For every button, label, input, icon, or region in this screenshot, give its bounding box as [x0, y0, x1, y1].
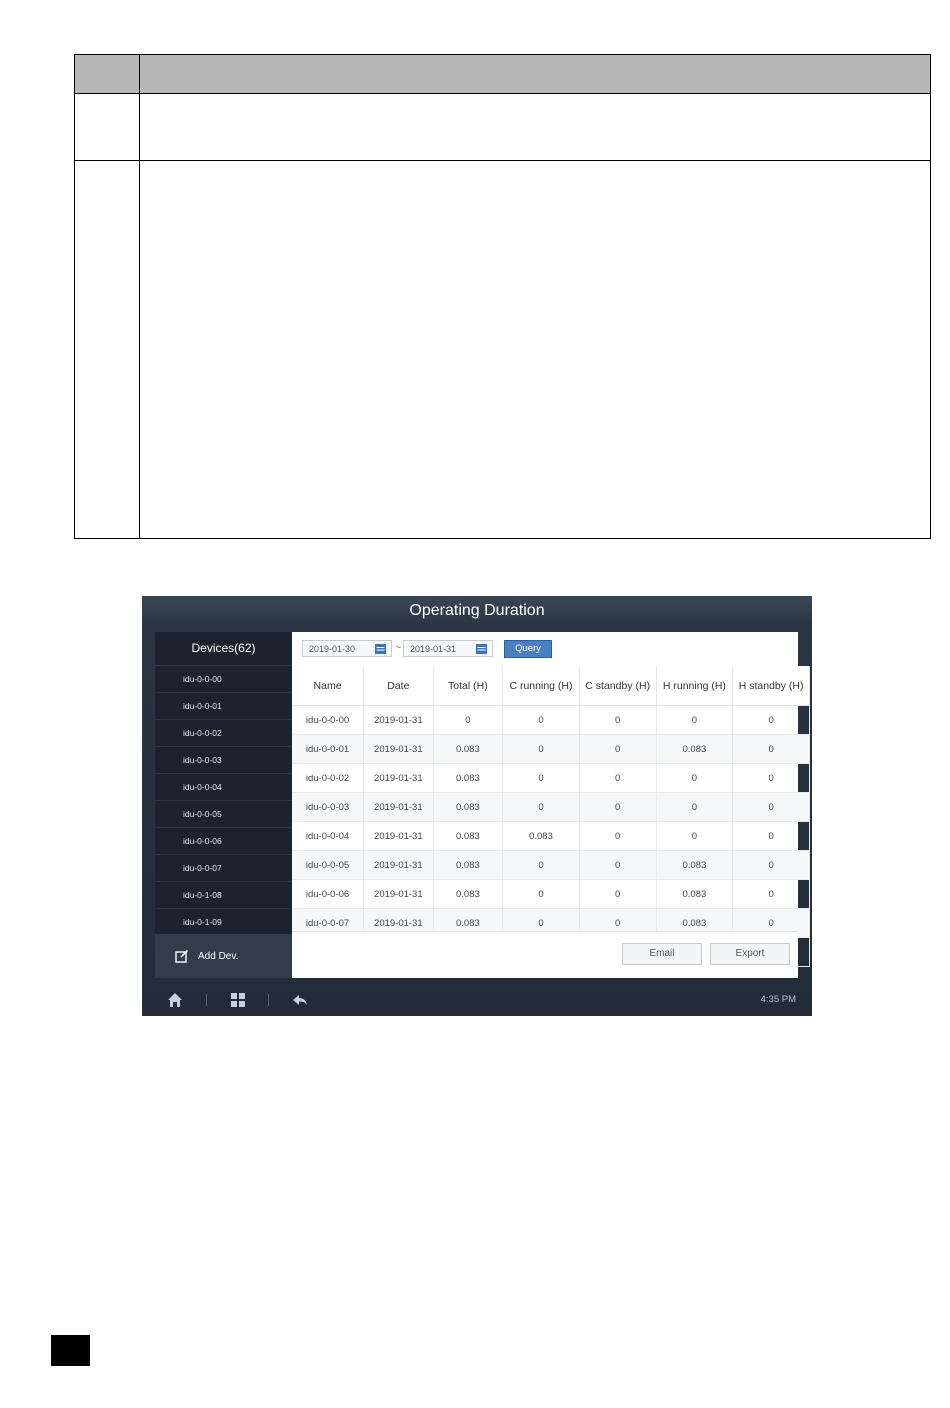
export-button[interactable]: Export	[710, 943, 790, 965]
table-cell: 0	[656, 793, 733, 822]
table-cell: 2019-01-31	[364, 822, 434, 851]
table-cell: 2019-01-31	[364, 735, 434, 764]
sidebar-item-idu-0-0-01[interactable]: idu-0-0-01	[155, 693, 292, 720]
table-cell: 0	[579, 909, 656, 938]
table-cell: 0.083	[433, 735, 503, 764]
table-cell: 0	[503, 793, 580, 822]
table-row[interactable]	[292, 851, 810, 880]
date-to-field[interactable]	[403, 640, 493, 657]
table-row[interactable]	[292, 735, 810, 764]
column-header-c-running[interactable]: C running (H)	[503, 666, 580, 706]
operating-duration-screen	[142, 596, 812, 1016]
sidebar-item-idu-0-0-07[interactable]: idu-0-0-07	[155, 855, 292, 882]
nav-separator	[268, 994, 269, 1006]
grid-icon[interactable]	[230, 992, 246, 1008]
edit-icon	[175, 949, 189, 963]
table-cell: 0	[503, 909, 580, 938]
device-sidebar	[155, 632, 292, 978]
table-cell: idu-0-0-00	[292, 706, 364, 735]
date-separator: ~	[396, 642, 402, 652]
table-cell: 0	[503, 764, 580, 793]
document-table-header	[75, 55, 930, 94]
back-icon[interactable]	[292, 992, 308, 1008]
table-cell: idu-0-0-04	[292, 822, 364, 851]
column-header-total[interactable]: Total (H)	[433, 666, 503, 706]
table-cell: 0	[503, 851, 580, 880]
column-header-name[interactable]: Name	[292, 666, 364, 706]
table-cell: 0.083	[656, 735, 733, 764]
table-cell: idu-0-0-02	[292, 764, 364, 793]
table-cell: idu-0-0-01	[292, 735, 364, 764]
table-cell: 0.083	[433, 909, 503, 938]
table-cell: 0	[579, 880, 656, 909]
table-row[interactable]	[292, 793, 810, 822]
table-cell: 0.083	[656, 880, 733, 909]
table-cell: idu-0-0-06	[292, 880, 364, 909]
bottom-nav-bar	[142, 984, 812, 1016]
add-device-button[interactable]	[155, 934, 292, 978]
table-cell: idu-0-0-03	[292, 793, 364, 822]
table-cell: 0.083	[433, 793, 503, 822]
sidebar-item-idu-0-0-03[interactable]: idu-0-0-03	[155, 747, 292, 774]
table-cell: 0.083	[433, 851, 503, 880]
table-cell: 2019-01-31	[364, 793, 434, 822]
action-bar	[292, 931, 798, 978]
device-list[interactable]	[155, 666, 292, 936]
table-cell: 0	[733, 909, 810, 938]
table-cell: 0	[656, 764, 733, 793]
table-cell: 2019-01-31	[364, 764, 434, 793]
table-row[interactable]	[292, 706, 810, 735]
table-cell: 0	[579, 764, 656, 793]
table-row[interactable]	[292, 822, 810, 851]
document-table	[74, 54, 931, 539]
window-title: Operating Duration	[142, 596, 812, 626]
table-cell: 0	[503, 735, 580, 764]
table-cell: 0.083	[433, 822, 503, 851]
table-cell: 0	[579, 822, 656, 851]
table-cell: 0	[733, 706, 810, 735]
table-cell: 0	[733, 793, 810, 822]
date-from-field[interactable]	[302, 640, 392, 657]
document-table-column-divider	[139, 55, 140, 538]
table-cell: 2019-01-31	[364, 706, 434, 735]
sidebar-item-idu-0-1-09[interactable]: idu-0-1-09	[155, 909, 292, 936]
table-cell: 0	[733, 851, 810, 880]
table-cell: 0.083	[433, 880, 503, 909]
column-header-date[interactable]: Date	[364, 666, 434, 706]
duration-table[interactable]	[292, 666, 804, 932]
calendar-icon[interactable]	[476, 644, 487, 654]
sidebar-item-idu-0-0-02[interactable]: idu-0-0-02	[155, 720, 292, 747]
sidebar-item-idu-0-0-04[interactable]: idu-0-0-04	[155, 774, 292, 801]
table-cell: idu-0-0-05	[292, 851, 364, 880]
table-cell: 0	[733, 764, 810, 793]
sidebar-item-idu-0-1-08[interactable]: idu-0-1-08	[155, 882, 292, 909]
column-header-h-running[interactable]: H running (H)	[656, 666, 733, 706]
table-cell: 0	[656, 822, 733, 851]
column-header-h-standby[interactable]: H standby (H)	[733, 666, 810, 706]
sidebar-item-idu-0-0-06[interactable]: idu-0-0-06	[155, 828, 292, 855]
table-cell: 0	[579, 735, 656, 764]
table-cell: 0	[733, 735, 810, 764]
date-to-value: 2019-01-31	[410, 644, 457, 654]
page-number-marker	[51, 1335, 90, 1366]
nav-separator	[206, 994, 207, 1006]
table-header-row	[292, 666, 810, 706]
table-cell: 0	[733, 880, 810, 909]
table-cell: 0	[733, 822, 810, 851]
email-button[interactable]: Email	[622, 943, 702, 965]
query-button[interactable]: Query	[504, 640, 552, 658]
table-cell: 2019-01-31	[364, 909, 434, 938]
calendar-icon[interactable]	[375, 644, 386, 654]
column-header-c-standby[interactable]: C standby (H)	[579, 666, 656, 706]
table-cell: idu-0-0-07	[292, 909, 364, 938]
table-cell: 0	[433, 706, 503, 735]
table-cell: 0	[579, 793, 656, 822]
home-icon[interactable]	[167, 992, 183, 1008]
table-cell: 0	[579, 851, 656, 880]
table-row[interactable]	[292, 880, 810, 909]
sidebar-item-idu-0-0-00[interactable]: idu-0-0-00	[155, 666, 292, 693]
table-cell: 0	[503, 706, 580, 735]
table-cell: 0.083	[656, 909, 733, 938]
date-filter-bar	[292, 632, 798, 666]
table-cell: 0.083	[503, 822, 580, 851]
devices-header: Devices(62)	[155, 632, 292, 666]
table-cell: 2019-01-31	[364, 880, 434, 909]
sidebar-item-idu-0-0-05[interactable]: idu-0-0-05	[155, 801, 292, 828]
table-cell: 2019-01-31	[364, 851, 434, 880]
table-cell: 0	[579, 706, 656, 735]
table-cell: 0	[503, 880, 580, 909]
table-cell: 0.083	[656, 851, 733, 880]
table-row[interactable]	[292, 764, 810, 793]
add-device-label: Add Dev.	[198, 950, 239, 962]
date-from-value: 2019-01-30	[309, 644, 356, 654]
table-cell: 0.083	[433, 764, 503, 793]
clock: 4:35 PM	[760, 994, 796, 1005]
table-cell: 0	[656, 706, 733, 735]
document-table-row-divider	[75, 160, 930, 161]
content-panel	[292, 632, 804, 978]
